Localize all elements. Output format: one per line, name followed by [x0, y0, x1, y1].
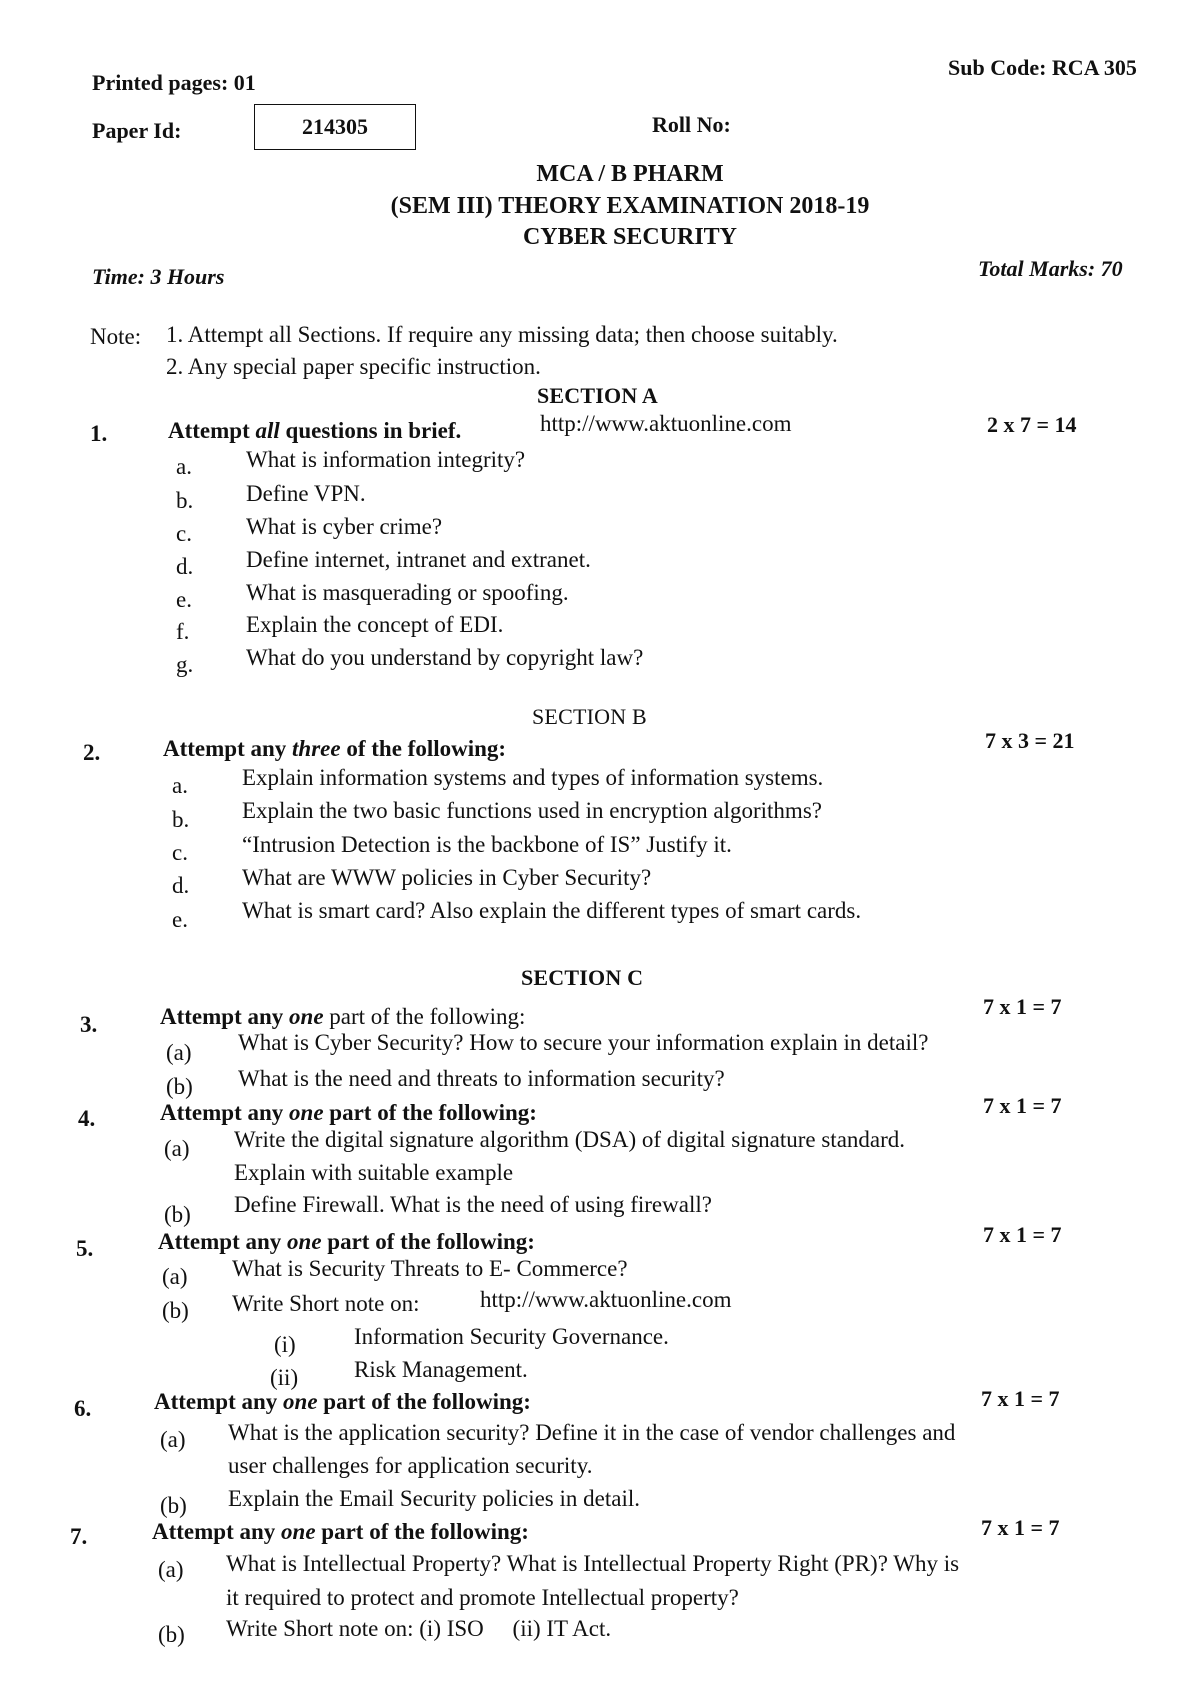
q6-number: 6.	[74, 1396, 92, 1421]
list-item-label: b.	[172, 807, 190, 832]
q3b-label: (b)	[166, 1074, 193, 1099]
list-item-text: What is smart card? Also explain the different types of smart cards.	[242, 898, 862, 923]
q1-instruction: Attempt all questions in brief.	[168, 418, 462, 443]
q7-number: 7.	[70, 1524, 88, 1549]
section-a-heading: SECTION A	[537, 383, 659, 408]
list-item-label: b.	[176, 488, 194, 513]
q5b-i-text: Information Security Governance.	[354, 1324, 669, 1349]
list-item-label: a.	[176, 454, 192, 479]
q6a-text-line-2: user challenges for application security.	[228, 1453, 593, 1478]
q2-instruction: Attempt any three of the following:	[163, 736, 507, 761]
q2-marks: 7 x 3 = 21	[985, 728, 1075, 753]
q4a-text-line-1: Write the digital signature algorithm (DSA) of digital signature standard.	[234, 1127, 906, 1152]
q4a-text-line-2: Explain with suitable example	[234, 1160, 514, 1185]
q7a-text-line-1: What is Intellectual Property? What is Intellectual Property Right (PR)? Why is	[226, 1551, 960, 1576]
q5-marks: 7 x 1 = 7	[983, 1222, 1062, 1247]
section-b-heading: SECTION B	[532, 704, 647, 729]
title-exam: (SEM III) THEORY EXAMINATION 2018-19	[390, 193, 870, 219]
q4a-label: (a)	[164, 1136, 190, 1161]
q4b-text: Define Firewall. What is the need of using firewall?	[234, 1192, 712, 1217]
q7-marks: 7 x 1 = 7	[981, 1515, 1060, 1540]
list-item-text: Explain the two basic functions used in encryption algorithms?	[242, 798, 822, 823]
list-item-text: “Intrusion Detection is the backbone of IS” Justify it.	[242, 832, 732, 857]
title-subject: CYBER SECURITY	[522, 224, 738, 250]
q6-instruction: Attempt any one part of the following:	[154, 1389, 531, 1414]
q5a-text: What is Security Threats to E- Commerce?	[232, 1256, 628, 1281]
q6-marks: 7 x 1 = 7	[981, 1386, 1060, 1411]
q5b-label: (b)	[162, 1298, 189, 1323]
q7a-label: (a)	[158, 1557, 184, 1582]
q5-instruction: Attempt any one part of the following:	[158, 1229, 535, 1254]
section-c-heading: SECTION C	[521, 965, 644, 990]
q4-instruction: Attempt any one part of the following:	[160, 1100, 537, 1125]
list-item-label: d.	[172, 873, 190, 898]
note-line-1: 1. Attempt all Sections. If require any missing data; then choose suitably.	[166, 322, 838, 347]
list-item-label: c.	[172, 840, 188, 865]
list-item-label: g.	[176, 652, 194, 677]
q3-marks: 7 x 1 = 7	[983, 994, 1062, 1019]
note-label: Note:	[90, 324, 142, 349]
list-item-label: f.	[176, 619, 190, 644]
q5b-text: Write Short note on:	[232, 1291, 420, 1316]
paper-id-box: 214305	[254, 104, 416, 150]
q5b-i-label: (i)	[274, 1332, 296, 1357]
q3-number: 3.	[80, 1012, 98, 1037]
printed-pages: Printed pages: 01	[92, 70, 256, 95]
q5b-ii-label: (ii)	[270, 1365, 299, 1390]
list-item-label: e.	[172, 907, 188, 932]
q7b-label: (b)	[158, 1622, 185, 1647]
q5-url[interactable]: http://www.aktuonline.com	[480, 1287, 732, 1312]
q5a-label: (a)	[162, 1264, 188, 1289]
q6a-label: (a)	[160, 1427, 186, 1452]
list-item-text: Explain information systems and types of information systems.	[242, 765, 824, 790]
q3-instruction: Attempt any one part of the following:	[160, 1004, 526, 1029]
q1-marks: 2 x 7 = 14	[987, 412, 1077, 437]
list-item-text: What is cyber crime?	[246, 514, 443, 539]
q3a-label: (a)	[166, 1040, 192, 1065]
q3b-text: What is the need and threats to information security?	[238, 1066, 725, 1091]
title-course: MCA / B PHARM	[536, 161, 724, 187]
list-item-text: Define VPN.	[246, 481, 366, 506]
q3a-text: What is Cyber Security? How to secure your information explain in detail?	[238, 1030, 929, 1055]
list-item-text: Define internet, intranet and extranet.	[246, 547, 591, 572]
q2-number: 2.	[83, 740, 101, 765]
q4b-label: (b)	[164, 1202, 191, 1227]
list-item-label: a.	[172, 773, 188, 798]
q7b-text: Write Short note on: (i) ISO (ii) IT Act.	[226, 1616, 612, 1641]
list-item-text: Explain the concept of EDI.	[246, 612, 504, 637]
q5-number: 5.	[76, 1236, 94, 1261]
list-item-text: What is information integrity?	[246, 447, 526, 472]
q1-number: 1.	[90, 421, 108, 446]
q1-url[interactable]: http://www.aktuonline.com	[540, 411, 792, 436]
total-marks: Total Marks: 70	[978, 256, 1123, 281]
q6a-text-line-1: What is the application security? Define it in the case of vendor challenges and	[228, 1420, 956, 1445]
sub-code: Sub Code: RCA 305	[948, 55, 1137, 80]
q6b-label: (b)	[160, 1493, 187, 1518]
roll-no-label: Roll No:	[652, 112, 731, 137]
list-item-label: d.	[176, 554, 194, 579]
time-allowed: Time: 3 Hours	[92, 264, 225, 289]
paper-id-label: Paper Id:	[92, 118, 182, 143]
q4-number: 4.	[78, 1106, 96, 1131]
list-item-text: What are WWW policies in Cyber Security?	[242, 865, 652, 890]
q7a-text-line-2: it required to protect and promote Intellectual property?	[226, 1585, 739, 1610]
list-item-text: What do you understand by copyright law?	[246, 645, 644, 670]
q7-instruction: Attempt any one part of the following:	[152, 1519, 529, 1544]
list-item-text: What is masquerading or spoofing.	[246, 580, 569, 605]
q5b-ii-text: Risk Management.	[354, 1357, 528, 1382]
list-item-label: e.	[176, 587, 192, 612]
q4-marks: 7 x 1 = 7	[983, 1093, 1062, 1118]
list-item-label: c.	[176, 521, 192, 546]
note-line-2: 2. Any special paper specific instruction.	[166, 354, 541, 379]
q6b-text: Explain the Email Security policies in detail.	[228, 1486, 640, 1511]
